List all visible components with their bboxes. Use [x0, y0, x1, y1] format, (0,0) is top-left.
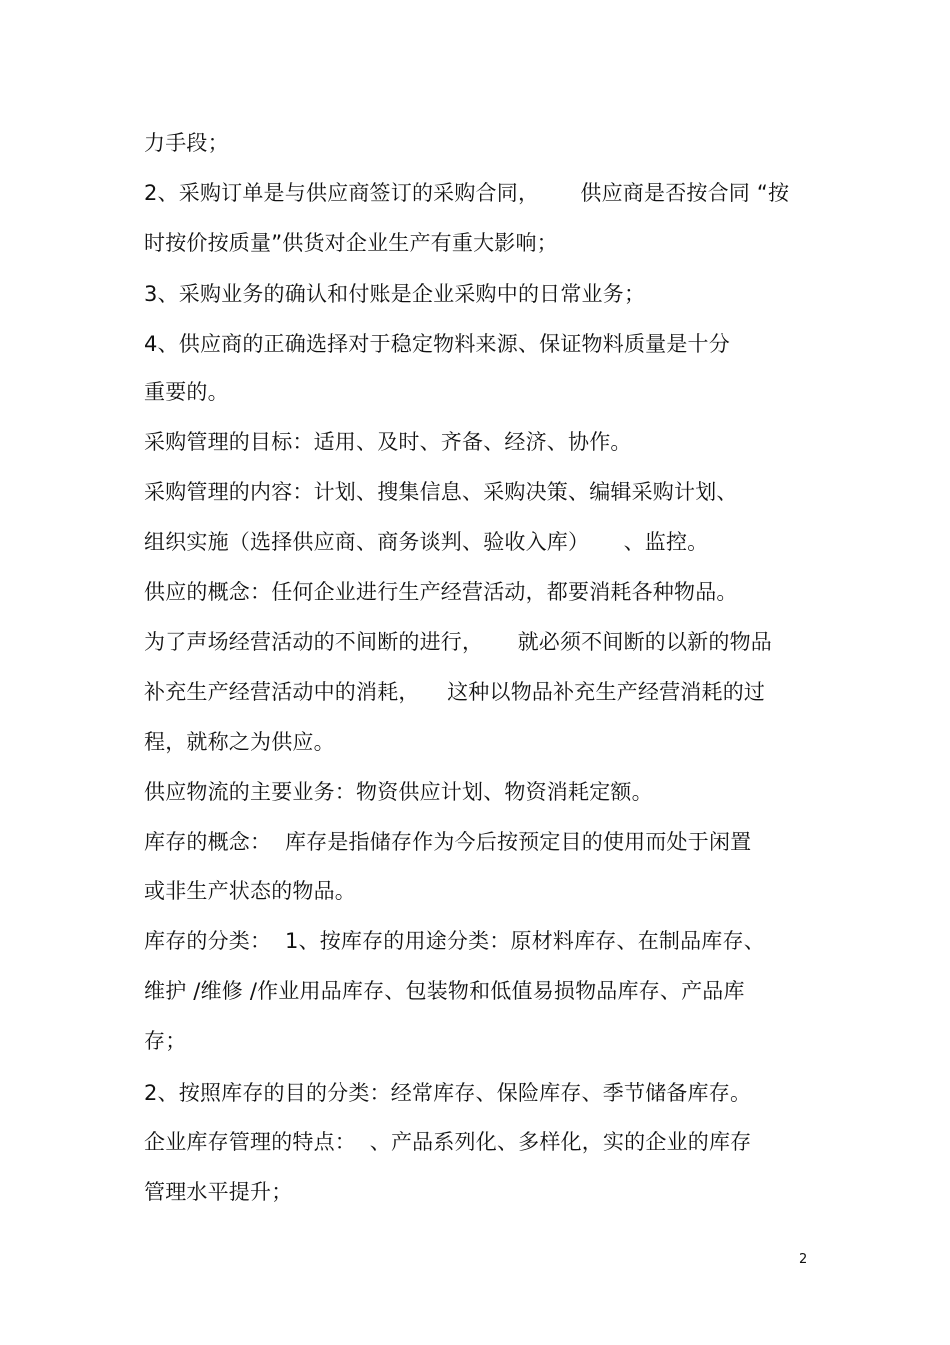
text-line: 采购管理的目标：适用、及时、齐备、经济、协作。: [144, 430, 632, 454]
text-line: 存；: [144, 1029, 187, 1053]
text-line: 重要的。: [144, 380, 229, 404]
text-line: 补充生产经营活动中的消耗， 这种以物品补充生产经营消耗的过: [144, 680, 766, 704]
text-line: 管理水平提升；: [144, 1180, 293, 1204]
text-line: 为了声场经营活动的不间断的进行， 就必须不间断的以新的物品: [144, 630, 772, 654]
text-line: 供应物流的主要业务：物资供应计划、物资消耗定额。: [144, 780, 653, 804]
text-line: 供应的概念：任何企业进行生产经营活动，都要消耗各种物品。: [144, 580, 738, 604]
text-line: 企业库存管理的特点： 、产品系列化、多样化，实的企业的库存: [144, 1130, 752, 1154]
text-line: 程，就称之为供应。: [144, 730, 335, 754]
text-line: 时按价按质量”供货对企业生产有重大影响；: [144, 231, 558, 255]
text-line: 维护 /维修 /作业用品库存、包装物和低值易损物品库存、产品库: [144, 979, 745, 1003]
text-line: 库存的概念： 库存是指储存作为今后按预定目的使用而处于闲置: [144, 830, 752, 854]
page-number: 2: [799, 1252, 808, 1267]
text-line: 采购管理的内容：计划、搜集信息、采购决策、编辑采购计划、: [144, 480, 738, 504]
text-line: 3、采购业务的确认和付账是企业采购中的日常业务；: [144, 282, 646, 306]
text-line: 4、供应商的正确选择对于稳定物料来源、保证物料质量是十分: [144, 332, 730, 356]
text-line: 2、按照库存的目的分类：经常库存、保险库存、季节储备库存。: [144, 1081, 752, 1105]
text-line: 组织实施（选择供应商、商务谈判、验收入库） 、监控。: [144, 530, 709, 554]
text-line: 或非生产状态的物品。: [144, 879, 356, 903]
text-line: 库存的分类： 1、按库存的用途分类：原材料库存、在制品库存、: [144, 929, 765, 953]
text-line: 2、采购订单是与供应商签订的采购合同， 供应商是否按合同 “按: [144, 181, 790, 205]
text-line: 力手段；: [144, 131, 229, 155]
